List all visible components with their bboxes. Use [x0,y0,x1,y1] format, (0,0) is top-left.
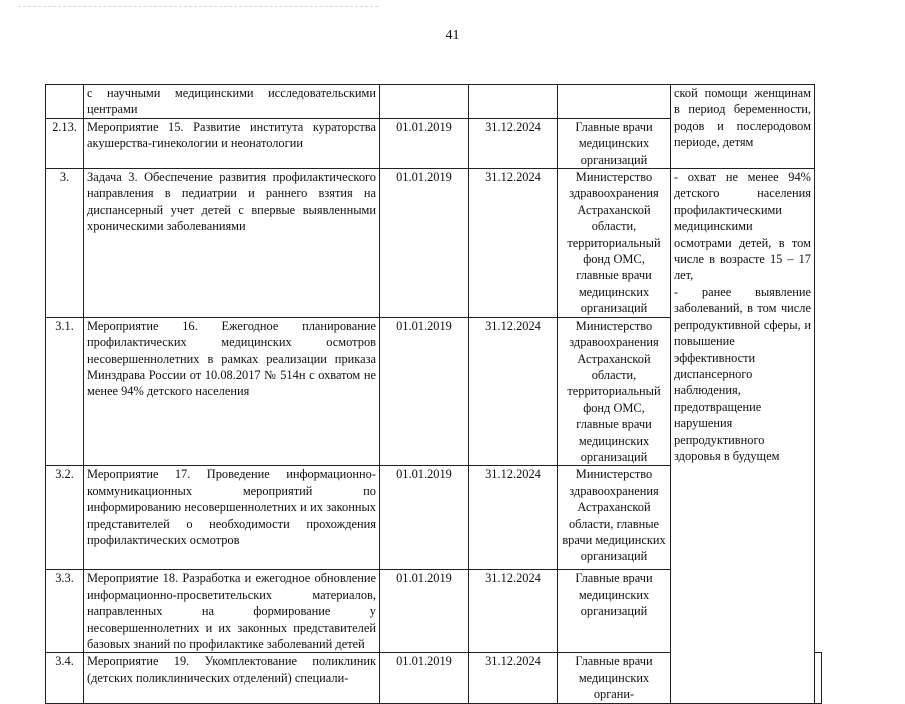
start-date: 01.01.2019 [380,570,469,653]
responsible-org: Министерство здравоохранения Астраханской области, главные врачи медицинских организаций [558,466,671,570]
row-number: 3. [46,169,84,318]
expected-result-coverage: - охват не менее 94% детского населения профилактическими медицинскими осмотрами детей, в том числе в возрасте 15 – 17 лет, [674,170,811,283]
activities-table [45,84,822,704]
row-number: 2.13. [46,118,84,168]
end-date: 31.12.2024 [469,466,558,570]
end-date [469,85,558,119]
responsible-org: Министерство здравоохранения Астраханской области, территориальный фонд ОМС, главные врачи медицинских организаций [558,169,671,318]
responsible-org: Главные врачи медицинских органи- [558,653,671,703]
responsible-org [558,85,671,119]
page-number: 41 [445,28,460,43]
activity-text: Мероприятие 18. Разработка и ежегодное обновление информационно-просветительских материалов, направленных на формирование у несовершеннолетних и их законных представителей базовых знаний по профилактике заболеваний детей [84,570,380,653]
row-number: 3.4. [46,653,84,703]
end-date: 31.12.2024 [469,169,558,318]
expected-result-empty [815,653,822,703]
table-row [46,169,822,318]
row-number: 3.2. [46,466,84,570]
row-number [46,85,84,119]
start-date [380,85,469,119]
end-date: 31.12.2024 [469,118,558,168]
start-date: 01.01.2019 [380,317,469,466]
responsible-org: Главные врачи медицинских организаций [558,118,671,168]
activity-text: с научными медицинскими исследовательскими центрами [84,85,380,119]
row-number: 3.1. [46,317,84,466]
responsible-org: Министерство здравоохранения Астраханской области, территориальный фонд ОМС, главные врачи медицинских организаций [558,317,671,466]
row-number: 3.3. [46,570,84,653]
expected-result-early-detection: - ранее выявление заболеваний, в том числе репродуктивной сферы, и повышение эффективности диспансерного наблюдения, предотвращение нарушения репродуктивного здоровья в будущем [674,284,811,463]
activity-text: Мероприятие 16. Ежегодное планирование профилактических медицинских осмотров несовершеннолетних в рамках реализации приказа Минздрава России от 10.08.2017 № 514н с охватом не менее 94% детского населения [84,317,380,466]
start-date: 01.01.2019 [380,653,469,703]
activity-text: Мероприятие 17. Проведение информационно-коммуникационных мероприятий по информированию несовершеннолетних и их законных представителей о необходимости прохождения профилактических осмотров [84,466,380,570]
activity-text: Мероприятие 19. Укомплектование поликлиник (детских поликлинических отделений) специали- [84,653,380,703]
start-date: 01.01.2019 [380,118,469,168]
end-date: 31.12.2024 [469,317,558,466]
start-date: 01.01.2019 [380,169,469,318]
task-text: Задача 3. Обеспечение развития профилактического направления в педиатрии и раннего взятия на диспансерный учет детей с впервые выявленными хроническими заболеваниями [84,169,380,318]
table-row [46,85,822,119]
expected-result-block-2 [671,169,815,704]
start-date: 01.01.2019 [380,466,469,570]
responsible-org: Главные врачи медицинских организаций [558,570,671,653]
end-date: 31.12.2024 [469,570,558,653]
activity-text: Мероприятие 15. Развитие института кураторства акушерства-гинекологии и неонатологии [84,118,380,168]
scan-header-marks [18,0,378,7]
end-date: 31.12.2024 [469,653,558,703]
expected-result-block-1: ской помощи женщинам в период беременности, родов и послеродовом периоде, детям [671,85,815,169]
